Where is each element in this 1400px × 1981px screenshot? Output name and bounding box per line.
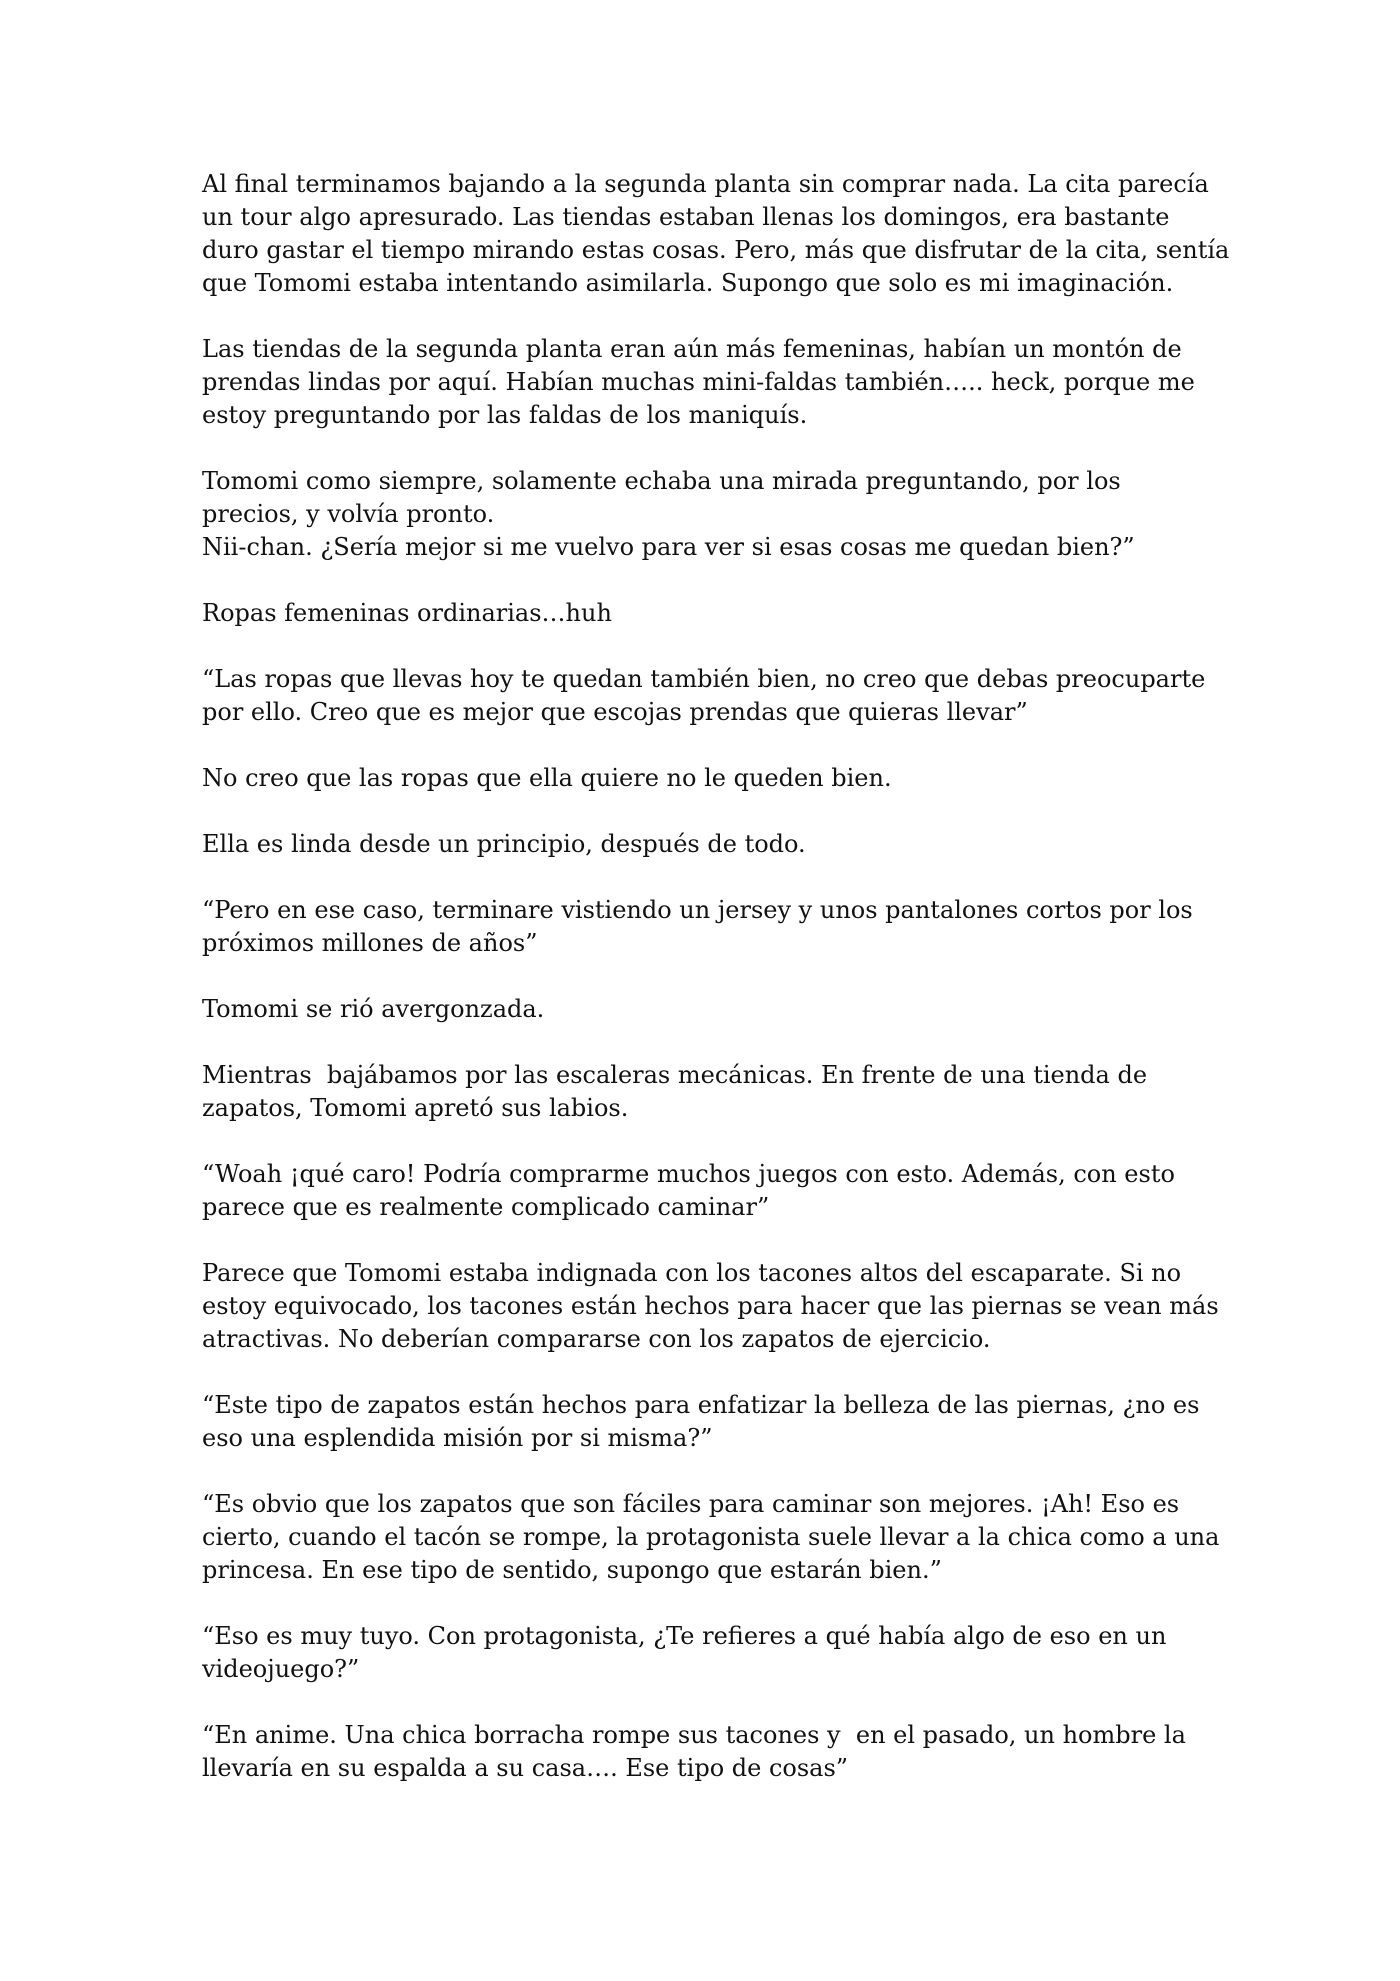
text-line: Tomomi se rió avergonzada. (202, 995, 545, 1023)
text-line: Parece que Tomomi estaba indignada con los tacones altos del escaparate. Si no (202, 1259, 1182, 1287)
text-line: zapatos, Tomomi apretó sus labios. (202, 1094, 629, 1122)
text-line: princesa. En ese tipo de sentido, supongo que estarán bien.” (202, 1556, 942, 1584)
text-line: que Tomomi estaba intentando asimilarla. Supongo que solo es mi imaginación. (202, 269, 1174, 297)
paragraph (202, 597, 1212, 630)
text-line: próximos millones de años” (202, 929, 538, 957)
text-line: “En anime. Una chica borracha rompe sus tacones y en el pasado, un hombre la (202, 1721, 1186, 1749)
paragraph (202, 762, 1212, 795)
text-line: “Woah ¡qué caro! Podría comprarme muchos juegos con esto. Además, con esto (202, 1160, 1175, 1188)
paragraph (202, 993, 1212, 1026)
text-line: “Este tipo de zapatos están hechos para enfatizar la belleza de las piernas, ¿no es (202, 1391, 1200, 1419)
text-line: “Eso es muy tuyo. Con protagonista, ¿Te refieres a qué había algo de eso en un (202, 1622, 1167, 1650)
text-line: Las tiendas de la segunda planta eran aún más femeninas, habían un montón de (202, 335, 1182, 363)
paragraph (202, 1158, 1212, 1224)
paragraph (202, 168, 1230, 300)
paragraph (202, 1389, 1212, 1455)
text-line: Ella es linda desde un principio, después de todo. (202, 830, 806, 858)
text-line: No creo que las ropas que ella quiere no le queden bien. (202, 764, 892, 792)
text-line: videojuego?” (202, 1655, 360, 1683)
text-line: eso una esplendida misión por si misma?” (202, 1424, 713, 1452)
paragraph (202, 894, 1212, 960)
text-line: atractivas. No deberían compararse con los zapatos de ejercicio. (202, 1325, 991, 1353)
text-line: duro gastar el tiempo mirando estas cosas. Pero, más que disfrutar de la cita, sentía (202, 236, 1230, 264)
text-line: parece que es realmente complicado caminar” (202, 1193, 770, 1221)
paragraph (202, 1719, 1212, 1785)
text-line: Ropas femeninas ordinarias…huh (202, 599, 612, 627)
text-line: precios, y volvía pronto. (202, 500, 495, 528)
text-line: estoy equivocado, los tacones están hechos para hacer que las piernas se vean más (202, 1292, 1219, 1320)
text-line: Al final terminamos bajando a la segunda planta sin comprar nada. La cita parecía (202, 170, 1209, 198)
text-line: llevaría en su espalda a su casa…. Ese tipo de cosas” (202, 1754, 849, 1782)
paragraph (202, 828, 1212, 861)
text-line: “Pero en ese caso, terminare vistiendo un jersey y unos pantalones cortos por los (202, 896, 1193, 924)
paragraph (202, 465, 1212, 564)
text-line: “Las ropas que llevas hoy te quedan también bien, no creo que debas preocuparte (202, 665, 1206, 693)
text-line: “Es obvio que los zapatos que son fáciles para caminar son mejores. ¡Ah! Eso es (202, 1490, 1180, 1518)
text-line: Nii-chan. ¿Sería mejor si me vuelvo para ver si esas cosas me quedan bien?” (202, 533, 1135, 561)
text-line: Tomomi como siempre, solamente echaba una mirada preguntando, por los (202, 467, 1121, 495)
document-body (202, 168, 1230, 1785)
text-line: cierto, cuando el tacón se rompe, la protagonista suele llevar a la chica como a una (202, 1523, 1220, 1551)
text-line: un tour algo apresurado. Las tiendas estaban llenas los domingos, era bastante (202, 203, 1170, 231)
text-line: estoy preguntando por las faldas de los maniquís. (202, 401, 808, 429)
paragraph (202, 333, 1212, 432)
paragraph (202, 1059, 1212, 1125)
text-line: Mientras bajábamos por las escaleras mecánicas. En frente de una tienda de (202, 1061, 1148, 1089)
paragraph (202, 1488, 1220, 1587)
text-line: por ello. Creo que es mejor que escojas prendas que quieras llevar” (202, 698, 1028, 726)
paragraph (202, 663, 1212, 729)
paragraph (202, 1620, 1212, 1686)
text-line: prendas lindas por aquí. Habían muchas mini-faldas también….. heck, porque me (202, 368, 1195, 396)
paragraph (202, 1257, 1219, 1356)
